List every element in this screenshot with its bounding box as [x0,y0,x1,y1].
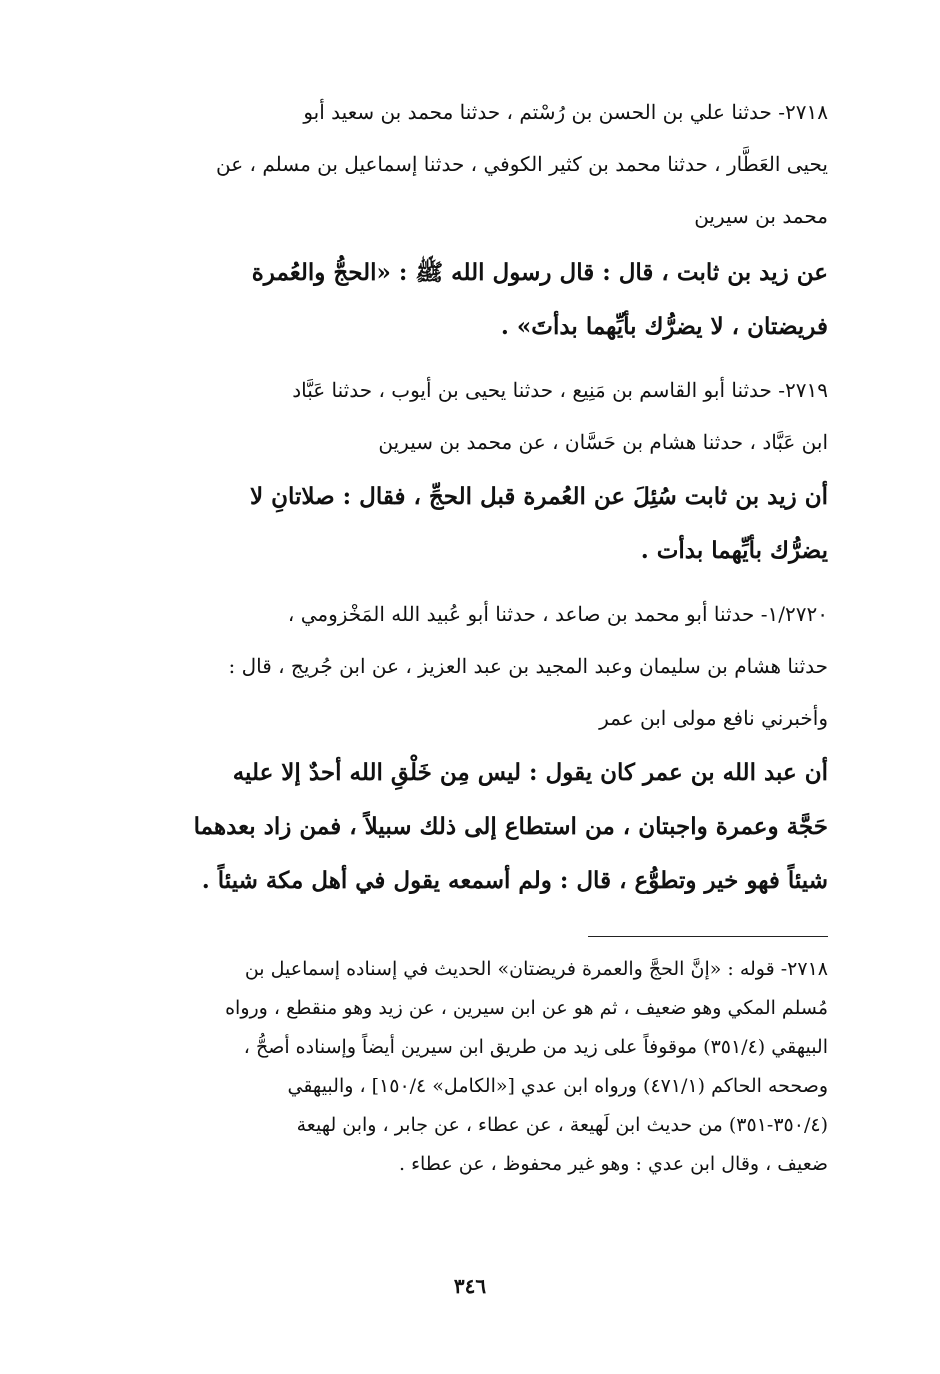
text-line: شيئاً فهو خير وتطوُّع ، قال : ولم أسمعه يقول في أهل مكة شيئاً . [201,867,828,894]
text-line: ابن عَبَّاد ، حدثنا هشام بن حَسَّان ، عن محمد بن سيرين [378,430,828,454]
hadith-2718-matn [112,246,828,354]
footnote-separator [588,936,828,937]
text-line: يضرُّك بأيِّهما بدأت . [640,537,828,564]
text-line: حَجَّة وعمرة واجبتان ، من استطاع إلى ذلك سبيلاً ، فمن زاد بعدهما [193,813,828,840]
hadith-2719-matn [112,470,828,578]
text-line: أن زيد بن ثابت سُئِلَ عن العُمرة قبل الحجِّ ، فقال : صلاتانِ لا [249,483,828,510]
hadith-2720-isnad [112,588,828,744]
text-line: حدثنا هشام بن سليمان وعبد المجيد بن عبد العزيز ، عن ابن جُريج ، قال : [228,654,828,678]
footnote-2718 [112,950,828,1184]
hadith-2718-isnad [112,86,828,242]
text-line: محمد بن سيرين [694,204,828,228]
text-line: يحيى العَطَّار ، حدثنا محمد بن كثير الكوفي ، حدثنا إسماعيل بن مسلم ، عن [215,152,828,176]
footnote-line: البيهقي (٣٥١/٤) موقوفاً على زيد من طريق ابن سيرين أيضاً وإسناده أصحُّ ، [243,1036,828,1058]
hadith-2719-isnad [112,364,828,468]
footnote-line: ٢٧١٨- قوله : «إنَّ الحجَّ والعمرة فريضتان» الحديث في إسناده إسماعيل بن [244,958,828,980]
text-line: ٢٧١٨- حدثنا علي بن الحسن بن رُسْتم ، حدثنا محمد بن سعيد أبو [303,100,828,124]
text-line: ١/٢٧٢٠- حدثنا أبو محمد بن صاعد ، حدثنا أبو عُبيد الله المَخْزومي ، [287,602,828,626]
footnote-line: ضعيف ، وقال ابن عدي : وهو غير محفوظ ، عن عطاء . [399,1153,828,1175]
footnote-line: مُسلم المكي وهو ضعيف ، ثم هو عن ابن سيرين ، عن زيد وهو منقطع ، ورواه [225,997,828,1019]
text-line: فريضتان ، لا يضرُّك بأيِّهما بدأتَ» . [500,313,828,340]
footnote-line: (٣٥٠/٤-٣٥١) من حديث ابن لَهيعة ، عن عطاء ، عن جابر ، وابن لهيعة [296,1114,828,1136]
text-line: أن عبد الله بن عمر كان يقول : ليس مِن خَلْقِ الله أحدٌ إلا عليه [232,759,828,786]
text-line: وأخبرني نافع مولى ابن عمر [599,706,828,730]
footnote-line: وصححه الحاكم (٤٧١/١) ورواه ابن عدي [«الكامل» ١٥٠/٤] ، والبيهقي [287,1075,828,1097]
page-number: ٣٤٦ [453,1274,487,1298]
book-page [112,78,828,1338]
hadith-2720-matn [112,746,828,908]
text-line: ٢٧١٩- حدثنا أبو القاسم بن مَنِيع ، حدثنا يحيى بن أيوب ، حدثنا عَبَّاد [292,378,828,402]
text-line: عن زيد بن ثابت ، قال : قال رسول الله ﷺ : «الحجُّ والعُمرة [251,259,828,286]
